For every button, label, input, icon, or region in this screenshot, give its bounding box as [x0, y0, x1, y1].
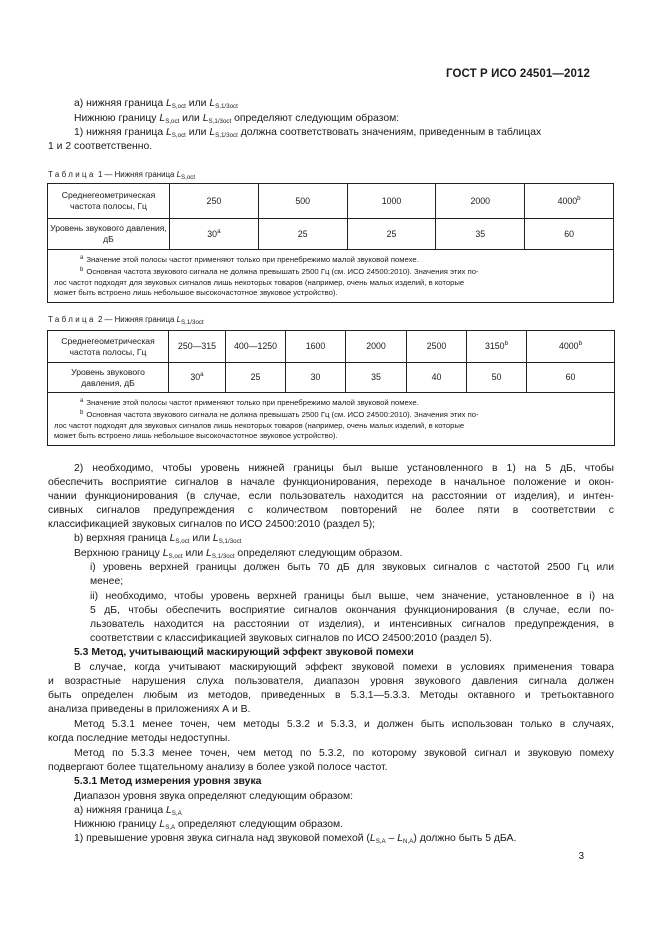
section-5-3-line: В случае, когда учитывают маскирующий эффект звуковой помехи в условиях применения товара [74, 662, 614, 673]
table1-note-b-line: лос частот подходят для звуковых сигналов лишь некоторых товаров (например, очень малых изделий, в которые [54, 277, 465, 287]
item-b-upper-bound: b) верхняя граница $L_{S,oct}$ или $L_{S,1/3oct}$ [74, 533, 242, 545]
table2-level-cell: 50 [467, 363, 527, 393]
table1-freq-cell: 2000 [436, 184, 525, 219]
section-5-3-line: быть определен любым из методов, приведенных в 5.3.1—5.3.3. Методы октавного и третьоктавного [48, 690, 614, 701]
table2 [47, 330, 615, 446]
lower-bound-sa-def: Нижнюю границу $L_{S,A}$ определяют следующим образом. [74, 819, 344, 831]
method-531-line: когда последние методы недоступны. [48, 733, 231, 744]
section-5-3-line: и возрастные нарушения слуха пользователя, диапазон уровня звукового давления сигнала должен [48, 676, 614, 687]
table2-freq-cell: 2000 [346, 331, 407, 363]
table2-level-cell: 25 [226, 363, 286, 393]
table1-caption: Таблица 1 — Нижняя граница $L_{S,oct}$ [48, 170, 196, 181]
item-i-line: менее; [90, 576, 124, 587]
table1-freq-cell: 1000 [347, 184, 436, 219]
table1-note-b: $^b$ Основная частота звукового сигнала не должна превышать 2500 Гц (см. ИСО 24500:2010). Значения этих по- [80, 267, 479, 277]
item-i-line: i) уровень верхней границы должен быть 70 дБ для звуковых сигналов с частотой 2500 Гц или [90, 562, 614, 573]
table1-freq-cell: 500 [258, 184, 347, 219]
table2-level-cell: 40 [407, 363, 467, 393]
item-2-line: чании функционирования (в случае, если пользователь находится на расстоянии от изделия), и интен- [48, 491, 614, 502]
table1-freq-cell: 250 [170, 184, 259, 219]
table1-note-b-line: может быть встроено лишь небольшое высокочастотное звуковое устройство). [54, 288, 338, 298]
item-2-line: сивных сигналов предупреждения с количеством повторений не более пяти в соответствии с [48, 505, 614, 516]
table1-level-cell: 60 [525, 219, 614, 250]
table2-notes [48, 393, 615, 446]
table1-level-cell: 35 [436, 219, 525, 250]
table1-freq-cell: 4000$^b$ [525, 184, 614, 219]
table2-level-cell: 30 [286, 363, 346, 393]
item-1-continuation: 1 и 2 соответственно. [48, 141, 153, 152]
item-a-lower-bound: а) нижняя граница $L_{S,oct}$ или $L_{S,1/3oct}$ [74, 98, 238, 110]
method-531-line: Метод 5.3.1 менее точен, чем методы 5.3.2 и 5.3.3, и должен быть использован только в случаях, [74, 719, 614, 730]
table1-level-label: Уровень звукового давления, дБ [48, 219, 170, 250]
table2-level-cell: 35 [346, 363, 407, 393]
section-5-3-1-heading: 5.3.1 Метод измерения уровня звука [74, 776, 262, 787]
table2-note-b-line: лос частот подходят для звуковых сигналов лишь некоторых товаров (например, очень малых изделий, в которые [54, 420, 465, 430]
item-ii-line: ii) необходимо, чтобы уровень верхней границы был выше, чем значение, установленное в i) на [90, 591, 614, 602]
lower-bound-def: Нижнюю границу $L_{S,oct}$ или $L_{S,1/3oct}$ определяют следующим образом: [74, 113, 400, 125]
item-2-line: обеспечить восприятие сигналов в начале функционирования, переходе в начальное положение и окон- [48, 477, 614, 488]
table2-level-cell: 60 [527, 363, 615, 393]
page-header: ГОСТ Р ИСО 24501—2012 [445, 68, 590, 80]
table1-note-a: $^a$ Значение этой полосы частот применяют только при пренебрежимо малой звуковой помехе. [80, 255, 419, 264]
table2-freq-label: Среднегеометрическая частота полосы, Гц [48, 331, 169, 363]
section-5-3-line: анализа приведены в приложениях А и В. [48, 704, 251, 715]
table2-freq-cell: 3150$^b$ [467, 331, 527, 363]
range-line: Диапазон уровня звука определяют следующим образом: [74, 791, 354, 802]
item-1-excess: 1) превышение уровня звука сигнала над звуковой помехой $(L_{S,A} - L_{N,A})$ должно быть 5 дБА. [74, 833, 517, 845]
item-ii-line: 5 дБ, чтобы обеспечить восприятие сигналов окончания функционирования (в случае, если по- [90, 605, 614, 616]
table1-freq-label: Среднегеометрическая частота полосы, Гц [48, 184, 170, 219]
table2-freq-cell: 1600 [286, 331, 346, 363]
item-a-lower-bound-sa: а) нижняя граница $L_{S,A}$ [74, 805, 182, 817]
table1 [47, 183, 614, 303]
table1-notes [48, 250, 614, 303]
table2-caption: Таблица 2 — Нижняя граница $L_{S,1/3oct}$ [48, 315, 204, 326]
table2-level-cell: 30$^a$ [169, 363, 226, 393]
upper-bound-def: Верхнюю границу $L_{S,oct}$ или $L_{S,1/3oct}$ определяют следующим образом. [74, 548, 403, 560]
table2-note-a: $^a$ Значение этой полосы частот применяют только при пренебрежимо малой звуковой помехе. [80, 398, 419, 407]
item-ii-line: льзователь находится на расстоянии от изделия), и интенсивных сигналов предупреждения, в [90, 619, 614, 630]
item-ii-line: соответствии с классификацией звуковых сигналов по ИСО 24500:2010 (раздел 5). [90, 633, 492, 644]
table2-note-b: $^b$ Основная частота звукового сигнала не должна превышать 2500 Гц (см. ИСО 24500:2010). Значения этих по- [80, 410, 479, 420]
item-1-lower-bound: 1) нижняя граница $L_{S,oct}$ или $L_{S,1/3oct}$ должна соответствовать значениям, приведенным в таблицах [74, 127, 542, 139]
table2-freq-cell: 400—1250 [226, 331, 286, 363]
item-2-line: 2) необходимо, чтобы уровень нижней границы был выше установленного в 1) на 5 дБ, чтобы [74, 463, 614, 474]
page-number: 3 [578, 851, 584, 862]
table2-freq-cell: 250—315 [169, 331, 226, 363]
table2-freq-cell: 4000$^b$ [527, 331, 615, 363]
table1-level-cell: 25 [258, 219, 347, 250]
method-533-line: Метод по 5.3.3 менее точен, чем метод по 5.3.2, по которому звуковой сигнал и звуковую помеху [74, 748, 614, 759]
section-5-3-heading: 5.3 Метод, учитывающий маскирующий эффект звуковой помехи [74, 647, 414, 658]
item-2-line: классификацией звуковых сигналов по ИСО 24500:2010 (раздел 5); [48, 519, 376, 530]
table1-level-cell: 25 [347, 219, 436, 250]
method-533-line: подвергают более тщательному анализу в более узкой полосе частот. [48, 762, 388, 773]
table1-level-cell: 30$^a$ [170, 219, 259, 250]
table2-level-label: Уровень звукового давления, дБ [48, 363, 169, 393]
table2-freq-cell: 2500 [407, 331, 467, 363]
table2-note-b-line: может быть встроено лишь небольшое высокочастотное звуковое устройство). [54, 431, 338, 441]
